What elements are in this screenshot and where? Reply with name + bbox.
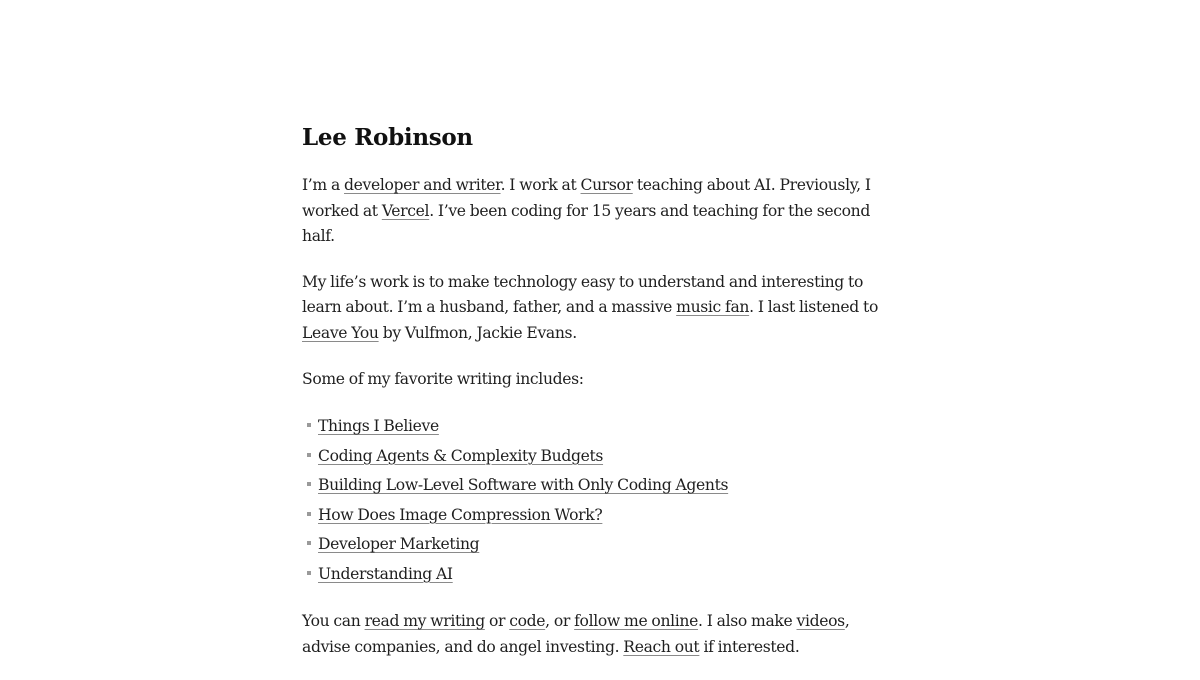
intro-paragraph xyxy=(302,173,882,250)
life-text-2: . I last listened to xyxy=(749,298,879,317)
outro-text-3: , or xyxy=(545,612,575,631)
favorite-writing-list xyxy=(302,412,882,589)
bullet-icon xyxy=(307,453,311,457)
code-link[interactable]: code xyxy=(509,612,546,631)
vercel-link[interactable]: Vercel xyxy=(381,201,430,220)
list-item xyxy=(302,560,882,590)
life-text-3: by Vulfmon, Jackie Evans. xyxy=(378,323,577,342)
outro-paragraph xyxy=(302,609,882,660)
favorites-heading: Some of my favorite writing includes: xyxy=(302,369,584,388)
bullet-icon xyxy=(307,571,311,575)
outro-text-4: . I also make xyxy=(698,612,797,631)
writing-link-developer-marketing[interactable]: Developer Marketing xyxy=(318,535,480,554)
intro-text-1: I’m a xyxy=(302,176,345,194)
list-item xyxy=(302,442,882,472)
cursor-link[interactable]: Cursor xyxy=(580,176,633,194)
writing-link-coding-agents[interactable]: Coding Agents & Complexity Budgets xyxy=(318,446,604,465)
bullet-icon xyxy=(307,512,311,516)
list-item xyxy=(302,412,882,442)
outro-text-1: You can xyxy=(302,612,365,631)
bullet-icon xyxy=(307,482,311,486)
music-fan-link[interactable]: music fan xyxy=(676,298,750,317)
writing-link-understanding-ai[interactable]: Understanding AI xyxy=(318,564,453,583)
reach-out-link[interactable]: Reach out xyxy=(623,637,700,656)
page-title: Lee Robinson xyxy=(302,124,473,151)
videos-link[interactable]: videos xyxy=(796,612,845,631)
bullet-icon xyxy=(307,541,311,545)
intro-text-4: . I’ve been coding for 15 years and teaching for the second half. xyxy=(302,201,870,246)
main-content xyxy=(302,122,882,680)
developer-and-writer-link[interactable]: developer and writer xyxy=(344,176,501,194)
life-paragraph xyxy=(302,270,882,347)
writing-link-image-compression[interactable]: How Does Image Compression Work? xyxy=(318,505,603,524)
list-item xyxy=(302,530,882,560)
intro-text-3: teaching about AI. Previously, I worked at xyxy=(302,176,871,220)
read-my-writing-link[interactable]: read my writing xyxy=(364,612,485,631)
outro-text-2: or xyxy=(484,612,510,631)
writing-link-things-i-believe[interactable]: Things I Believe xyxy=(318,417,439,436)
writing-link-low-level-software[interactable]: Building Low-Level Software with Only Coding Agents xyxy=(318,476,729,495)
life-text-1: My life’s work is to make technology easy to understand and interesting to learn about. I’m a husband, father, and a massive xyxy=(302,272,864,317)
intro-text-2: . I work at xyxy=(500,176,581,194)
follow-me-online-link[interactable]: follow me online xyxy=(574,612,699,631)
list-item xyxy=(302,471,882,501)
list-item xyxy=(302,501,882,531)
outro-text-6: if interested. xyxy=(699,637,800,656)
bullet-icon xyxy=(307,423,311,427)
outro-text-5: , advise companies, and do angel investing. xyxy=(302,612,850,656)
song-link[interactable]: Leave You xyxy=(302,323,379,342)
